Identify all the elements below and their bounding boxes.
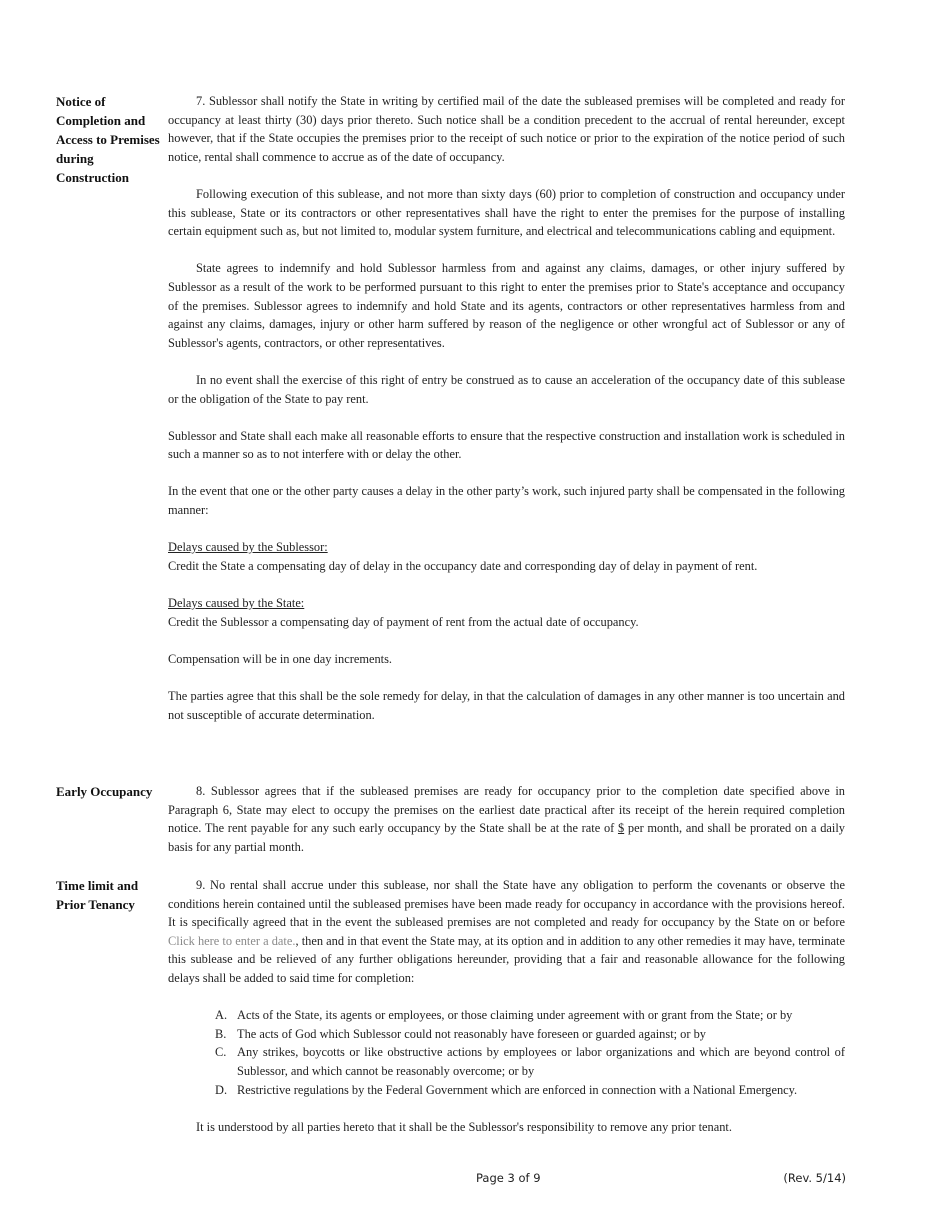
date-picker-field[interactable]: Click here to enter a date. [168,933,296,948]
list-item-marker: D. [215,1082,228,1097]
list-item [196,1025,845,1044]
section-7-paragraph-5: Sublessor and State shall each make all reasonable efforts to ensure that the respective construction and installation work is scheduled in such a manner so as to not interfere with or delay the other. [168,428,845,462]
section-7-paragraph-7: Compensation will be in one day increments. [168,651,393,666]
revision-label: (Rev. 5/14) [783,1171,846,1185]
section-8-text-before: 8. Sublessor agrees that if the subleased premises are ready for occupancy prior to the completion date specified above in Paragraph 6, State may elect to occupy the premises on the earliest date practical after its receipt of the herein required completion notice. The rent payable for any such early occupancy by the State shall be at the rate of [168,784,845,836]
list-item-text: Any strikes, boycotts or like obstructive actions by employees or labor organizations and which are beyond control of Sublessor, and which cannot be reasonably overcome; or by [237,1045,845,1078]
list-item [196,1043,845,1080]
section-9-body [168,876,845,1155]
section-7-paragraph-3: State agrees to indemnify and hold Sublessor harmless from and against any claims, damages, or other injury suffered by Sublessor as a result of the work to be performed pursuant to this right to enter the premises prior to State's acceptance and occupancy of the premises. Sublessor agrees to indemnify and hold State and its agents, contractors or other representatives harmless from and against any claims, damages, injury or other harm suffered by reason of the negligence or other wrongful act of Sublessor or any of Sublessor's agents, contractors, or other representatives. [168,261,845,350]
page-number: Page 3 of 9 [476,1171,541,1185]
section-8-body [168,782,845,875]
delay-allowance-list [168,1006,845,1099]
delays-state-title: Delays caused by the State: [168,596,305,611]
list-item-text: Restrictive regulations by the Federal Government which are enforced in connection with a National Emergency. [237,1082,798,1097]
list-item-text: Acts of the State, its agents or employees, or those claiming under agreement with or grant from the State; or by [237,1008,793,1023]
section-9-closing: It is understood by all parties hereto that it shall be the Sublessor's responsibility to remove any prior tenant. [196,1119,732,1134]
section-7-heading: Notice of Completion and Access to Premises during Construction [56,94,160,185]
delays-state-text: Credit the Sublessor a compensating day of payment of rent from the actual date of occupancy. [168,614,639,629]
list-item-text: The acts of God which Sublessor could not reasonably have foreseen or guarded against; or by [237,1026,706,1041]
section-7-paragraph-4: In no event shall the exercise of this right of entry be construed as to cause an acceleration of the occupancy date of this sublease or the obligation of the State to pay rent. [168,372,845,406]
delays-state-block [168,594,845,631]
delays-sublessor-text: Credit the State a compensating day of delay in the occupancy date and corresponding day of delay in payment of rent. [168,558,758,573]
delays-sublessor-title: Delays caused by the Sublessor: [168,540,328,555]
list-item-marker: A. [215,1008,228,1023]
section-9-text-before: 9. No rental shall accrue under this sublease, nor shall the State have any obligation to perform the covenants or observe the conditions herein contained until the subleased premises have been made ready for occupancy in accordance with the provisions hereof. It is specifically agreed that in the event the subleased premises are not completed and ready for occupancy by the State on or before [168,878,845,930]
section-9-text-after: , then and in that event the State may, at its option and in addition to any other remedies it may have, terminate this sublease and be relieved of any further obligations hereunder, providing that a fair and reasonable allowance for the following delays shall be added to said time for completion: [168,933,845,985]
section-7-body [168,92,845,743]
section-8-heading: Early Occupancy [56,784,153,799]
section-9-paragraph [168,876,845,988]
section-7-paragraph-8: The parties agree that this shall be the sole remedy for delay, in that the calculation of damages in any other manner is too uncertain and not susceptible of accurate determination. [168,689,845,722]
section-8-text-after: per month, and shall be prorated on a daily basis for any partial month. [168,821,845,854]
section-8-paragraph [168,782,845,856]
list-item [196,1081,845,1100]
list-item [196,1006,845,1025]
section-7-paragraph-2: Following execution of this sublease, and not more than sixty days (60) prior to completion of construction and occupancy under this sublease, State or its contractors or other representatives shall have the right to enter the premises for the purpose of installing certain equipment such as, but not limited to, modular system furniture, and electrical and telecommunications cabling and equipment. [168,186,845,239]
section-7-paragraph-1: 7. Sublessor shall notify the State in writing by certified mail of the date the subleased premises will be completed and ready for occupancy at least thirty (30) days prior thereto. Such notice shall be a condition precedent to the accrual of rental hereunder, except however, that if the State occupies the premises prior to the receipt of such notice or prior to the expiration of the notice period of such notice, rental shall commence to accrue as of the date of occupancy. [168,94,845,164]
delays-sublessor-block [168,538,845,575]
rate-dollar-field[interactable]: $ [617,821,625,836]
section-7-paragraph-6: In the event that one or the other party causes a delay in the other party’s work, such injured party shall be compensated in the following manner: [168,484,845,518]
section-9-heading: Time limit and Prior Tenancy [56,878,139,912]
list-item-marker: C. [215,1045,227,1060]
list-item-marker: B. [215,1026,227,1041]
